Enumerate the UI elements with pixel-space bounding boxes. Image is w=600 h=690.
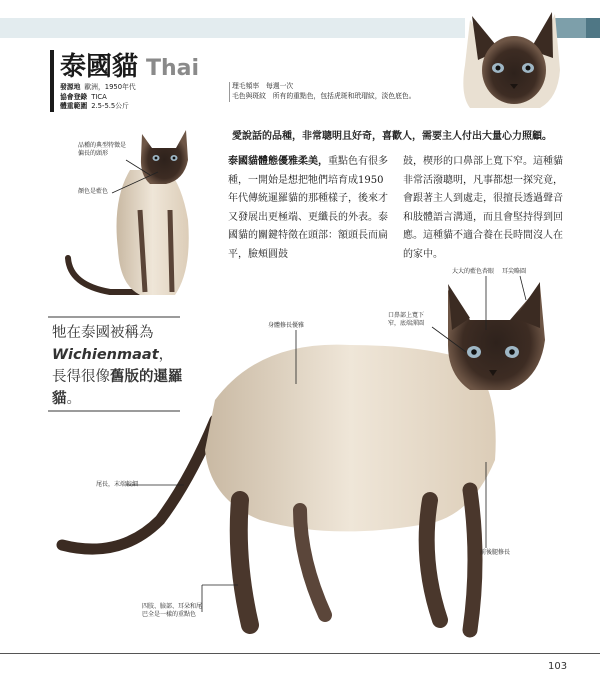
body-column-2: 鼓，楔形的口鼻部上寬下窄。這種貓非常活潑聰明，凡事都想一探究竟，會跟著主人到處走，很擅長透過聲音和肢體語言溝通，而且會堅持得到回應。這種貓不適合養在長時間沒人在的家中。 — [403, 156, 563, 260]
coat-info: 毛色與斑紋 所有的重點色，包括虎斑和玳瑁紋，淡色底色。 — [232, 91, 416, 100]
title-zh: 泰國貓 — [60, 52, 139, 82]
grooming-info: 理毛頻率 每週一次 — [232, 82, 294, 90]
quote-rule-bottom — [48, 410, 180, 412]
title-en: Thai — [146, 56, 200, 81]
callout-points: 四肢、臉部、耳朵和尾巴全是一樣的重點色 — [142, 603, 203, 618]
extra-info-rule — [229, 82, 230, 102]
fact-label: 發源地 — [60, 83, 81, 91]
body-column-1 — [228, 153, 393, 264]
page-title — [60, 46, 199, 83]
pull-quote — [52, 322, 184, 410]
fact-registry — [60, 93, 136, 103]
callout-tail: 尾長，末端較細 — [96, 481, 139, 488]
quote-rule-top — [48, 316, 180, 318]
callout-muzzle: 口鼻部上寬下窄，底端渾圓 — [388, 312, 425, 327]
quote-text: ，長得很像 — [52, 347, 174, 385]
fact-value: TICA — [91, 92, 107, 101]
callout-legs: 前後腿修長 — [480, 549, 511, 556]
extra-info — [232, 82, 416, 101]
headline: 愛說話的品種，非常聰明且好奇，喜歡人，需要主人付出大量心力照顧。 — [232, 131, 552, 142]
fact-label: 協會登錄 — [60, 92, 88, 101]
cat-head-portrait — [463, 12, 560, 108]
quote-name: Wichienmaat — [52, 347, 159, 363]
callout-body: 身體修長優雅 — [268, 322, 305, 329]
fact-weight — [60, 102, 136, 112]
body-text: 重點色有很多種，一開始是想把牠們培育成1950年代傳統暹羅貓的那種樣子，後來才又發展出更極端、更纖長的外表。泰國貓的關鍵特徵在頭部：額頭長而扁平，臉頰圓鼓 — [228, 156, 388, 260]
fact-origin — [60, 83, 136, 93]
quote-end: 。 — [66, 391, 81, 407]
quote-text: 牠在泰國被稱為 — [52, 325, 154, 341]
callout-eye-color: 顏色是藍色 — [78, 188, 109, 195]
footer-rule — [0, 653, 600, 654]
body-lead: 泰國貓體態優雅柔美， — [228, 156, 328, 167]
quote-strong: 舊版的暹羅貓 — [52, 369, 183, 407]
callout-ears: 耳尖略圓 — [502, 268, 527, 275]
fact-value: 歐洲，1950年代 — [84, 83, 136, 91]
fact-value: 2.5-5.5公斤 — [91, 102, 129, 110]
title-rule — [50, 50, 54, 112]
fact-label: 體重範圍 — [60, 102, 88, 110]
callout-eyes: 大大的藍色杏眼 — [452, 268, 495, 275]
page-number: 103 — [548, 661, 568, 672]
fact-list — [60, 83, 136, 112]
callout-head-shape: 品種的典型特徵是偏長的頭形 — [78, 142, 127, 157]
